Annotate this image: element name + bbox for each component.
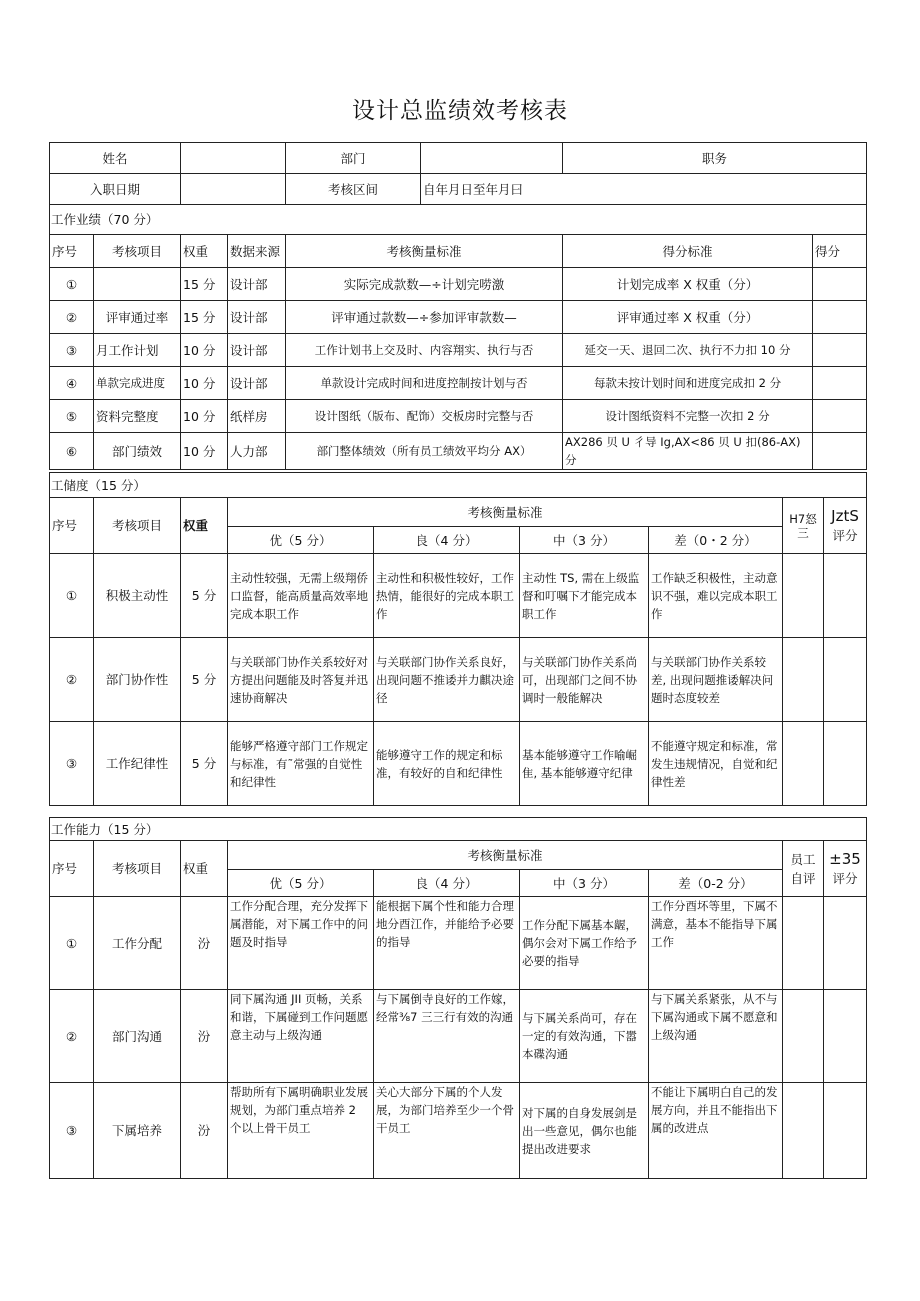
period-value: 自年月日至年月曰 [421, 174, 867, 205]
row-no: ② [50, 301, 94, 334]
row-scoring: 计划完成率 X 权重（分） [563, 268, 813, 301]
table-row [50, 301, 867, 334]
row-standard: 部门整体绩效（所有员工绩效平均分 AX） [286, 433, 563, 470]
dept-value[interactable] [421, 143, 563, 174]
row-score[interactable] [813, 433, 867, 470]
row-standard: 评审通过款数—÷参加评审款数— [286, 301, 563, 334]
col-medium: 中（3 分） [520, 527, 649, 554]
col-eval-top: ±35 [829, 849, 861, 868]
col-eval-top: JztS [831, 506, 859, 525]
period-label: 考核区间 [286, 174, 421, 205]
row-no: ① [50, 268, 94, 301]
row-standard: 工作计划书上交及时、内容翔实、执行与否 [286, 334, 563, 367]
row-excellent: 能够严格遵守部门工作规定与标准，有˜常强的自觉性和纪律性 [228, 722, 374, 806]
row-source: 设计部 [228, 301, 286, 334]
row-weight: 汾 [181, 1083, 228, 1179]
col-weight: 权重 [181, 498, 228, 554]
col-no: 序号 [50, 841, 94, 897]
row-item: 部门沟通 [94, 990, 181, 1083]
row-excellent: 同下属沟通 JII 页畅，关系和谐，下属碰到工作问题愿意主动与上级沟通 [228, 990, 374, 1083]
row-weight: 汾 [181, 897, 228, 990]
row-medium: 工作分配下属基本龌，偶尔会对下属工作给予必要的指导 [520, 897, 649, 990]
row-scoring: 延交一天、退回二次、执行不力扣 10 分 [563, 334, 813, 367]
dept-label: 部门 [286, 143, 421, 174]
row-source: 人力部 [228, 433, 286, 470]
attitude-table [49, 472, 867, 806]
performance-section-title: 工作业绩（70 分） [50, 205, 867, 235]
row-item: 单款完成进度 [94, 367, 181, 400]
col-scoring: 得分标准 [563, 235, 813, 268]
row-self-score[interactable] [783, 1083, 824, 1179]
row-item: 工作分配 [94, 897, 181, 990]
row-standard: 单款设计完成时间和进度控制按计划与否 [286, 367, 563, 400]
table-row [50, 722, 867, 806]
page-title: 设计总监绩效考核表 [352, 98, 568, 124]
col-excellent: 优（5 分） [228, 870, 374, 897]
row-weight: 汾 [181, 990, 228, 1083]
row-score[interactable] [813, 301, 867, 334]
col-poor: 差（0-2 分） [649, 870, 783, 897]
col-eval [824, 841, 867, 897]
row-eval-score[interactable] [824, 722, 867, 806]
table-row [50, 367, 867, 400]
table-row [50, 334, 867, 367]
row-item: 下属培养 [94, 1083, 181, 1179]
row-excellent: 主动性较强，无需上级翔侨口监督，能高质量高效率地完成本职工作 [228, 554, 374, 638]
row-self-score[interactable] [783, 638, 824, 722]
col-poor: 差（0・2 分） [649, 527, 783, 554]
row-source: 设计部 [228, 334, 286, 367]
table-row [50, 268, 867, 301]
row-no: ② [50, 990, 94, 1083]
name-value[interactable] [181, 143, 286, 174]
row-poor: 与关联部门协作关系较差, 出现问题推诿解决问题时态度较差 [649, 638, 783, 722]
col-standard: 考核衡量标准 [286, 235, 563, 268]
row-scoring: 评审通过率 X 权重（分） [563, 301, 813, 334]
row-excellent: 工作分配合理，充分发挥下属潜能，对下属工作中的问题及时指导 [228, 897, 374, 990]
col-eval [824, 498, 867, 554]
row-source: 设计部 [228, 268, 286, 301]
row-standard: 实际完成款数—÷计划完唠激 [286, 268, 563, 301]
row-score[interactable] [813, 334, 867, 367]
row-item [94, 268, 181, 301]
row-item: 评审通过率 [94, 301, 181, 334]
row-no: ⑥ [50, 433, 94, 470]
row-weight: 10 分 [181, 367, 228, 400]
row-good: 能根据下属个性和能力合理地分酉江作，并能给予必要的指导 [374, 897, 520, 990]
row-weight: 15 分 [181, 268, 228, 301]
row-good: 与下属倒寺良好的工作嫁，经常⅜7 三三行有效的沟通 [374, 990, 520, 1083]
entry-date-value[interactable] [181, 174, 286, 205]
row-no: ② [50, 638, 94, 722]
row-no: ⑤ [50, 400, 94, 433]
row-poor: 不能遵守规定和标准，常发生违规情况，自觉和纪律性差 [649, 722, 783, 806]
row-medium: 对下属的自身发展剑是出一些意见，偶尔也能提出改进要求 [520, 1083, 649, 1179]
col-score: 得分 [813, 235, 867, 268]
entry-date-label: 入职日期 [50, 174, 181, 205]
row-no: ④ [50, 367, 94, 400]
col-self [783, 841, 824, 897]
row-self-score[interactable] [783, 897, 824, 990]
col-weight: 权重 [181, 841, 228, 897]
position-label: 职务 [563, 143, 867, 174]
row-no: ③ [50, 722, 94, 806]
row-weight: 5 分 [181, 722, 228, 806]
col-no: 序号 [50, 498, 94, 554]
col-standard: 考核衡量标准 [228, 498, 783, 527]
col-good: 良（4 分） [374, 870, 520, 897]
col-no: 序号 [50, 235, 94, 268]
row-eval-score[interactable] [824, 554, 867, 638]
row-excellent: 帮助所有下属明确职业发展规划，为部门重点培养 2 个以上骨干员工 [228, 1083, 374, 1179]
row-weight: 10 分 [181, 334, 228, 367]
row-self-score[interactable] [783, 554, 824, 638]
row-weight: 10 分 [181, 400, 228, 433]
row-poor: 工作缺乏积极性，主动意识不强，难以完成本职工作 [649, 554, 783, 638]
row-no: ① [50, 554, 94, 638]
table-row [50, 897, 867, 990]
row-standard: 设计图纸（版布、配饰）交板房时完整与否 [286, 400, 563, 433]
row-item: 部门协作性 [94, 638, 181, 722]
row-no: ③ [50, 334, 94, 367]
row-medium: 基本能够遵守工作喻崛隹, 基本能够遵守纪律 [520, 722, 649, 806]
table-row [50, 554, 867, 638]
row-score[interactable] [813, 367, 867, 400]
row-good: 主动性和积极性较好，工作热情，能很好的完成本职工作 [374, 554, 520, 638]
row-eval-score[interactable] [824, 1083, 867, 1179]
row-item: 月工作计划 [94, 334, 181, 367]
row-source: 纸样房 [228, 400, 286, 433]
col-standard: 考核衡量标准 [228, 841, 783, 870]
col-self-bottom: 自评 [790, 870, 816, 886]
row-self-score[interactable] [783, 722, 824, 806]
col-excellent: 优（5 分） [228, 527, 374, 554]
row-poor: 不能让下属明白自己的发展方向，并且不能指出下属的改进点 [649, 1083, 783, 1179]
row-eval-score[interactable] [824, 897, 867, 990]
row-no: ① [50, 897, 94, 990]
col-eval-bottom: 评分 [832, 527, 858, 543]
col-self-top: 员工 [790, 851, 816, 867]
row-excellent: 与关联部门协作关系较好对方提出问题能及时答复并迅速协商解决 [228, 638, 374, 722]
row-scoring: 每款未按计划时间和进度完成扣 2 分 [563, 367, 813, 400]
table-row [50, 638, 867, 722]
row-good: 关心大部分下属的个人发展，为部门培养至少一个骨干员工 [374, 1083, 520, 1179]
row-medium: 与下属关系尚可，存在一定的有效沟通，下嚣本碟沟通 [520, 990, 649, 1083]
col-weight: 权重 [181, 235, 228, 268]
row-source: 设计部 [228, 367, 286, 400]
attitude-section-title: 工储度（15 分） [50, 473, 867, 498]
ability-section-title: 工作能力（15 分） [50, 818, 867, 841]
col-item: 考核项目 [94, 235, 181, 268]
table-row [50, 400, 867, 433]
row-eval-score[interactable] [824, 990, 867, 1083]
row-weight: 10 分 [181, 433, 228, 470]
row-weight: 5 分 [181, 554, 228, 638]
col-item: 考核项目 [94, 841, 181, 897]
row-self-score[interactable] [783, 990, 824, 1083]
row-item: 积极主动性 [94, 554, 181, 638]
col-source: 数据来源 [228, 235, 286, 268]
row-score[interactable] [813, 268, 867, 301]
row-weight: 5 分 [181, 638, 228, 722]
row-good: 能够遵守工作的规定和标准，有较好的自和纪律性 [374, 722, 520, 806]
header-performance-table [49, 142, 867, 470]
row-medium: 与关联部门协作关系尚可，出现部门之间不协调时一般能解决 [520, 638, 649, 722]
table-row [50, 990, 867, 1083]
col-eval-bottom: 评分 [832, 870, 858, 886]
col-good: 良（4 分） [374, 527, 520, 554]
table-row [50, 433, 867, 470]
row-item: 工作纪律性 [94, 722, 181, 806]
row-item: 部门绩效 [94, 433, 181, 470]
col-medium: 中（3 分） [520, 870, 649, 897]
row-poor: 与下属关系紧张，从不与下属沟通或下属不愿意和上级沟通 [649, 990, 783, 1083]
row-good: 与关联部门协作关系良好，出现问题不推诿并力麒决途径 [374, 638, 520, 722]
row-weight: 15 分 [181, 301, 228, 334]
row-scoring: 设计图纸资料不完整一次扣 2 分 [563, 400, 813, 433]
row-medium: 主动性 TS, 需在上级监督和叮嘱下才能完成本职工作 [520, 554, 649, 638]
row-item: 资料完整度 [94, 400, 181, 433]
row-score[interactable] [813, 400, 867, 433]
table-row [50, 1083, 867, 1179]
row-no: ③ [50, 1083, 94, 1179]
row-eval-score[interactable] [824, 638, 867, 722]
ability-table [49, 817, 867, 1179]
col-item: 考核项目 [94, 498, 181, 554]
row-poor: 工作分酉坏等里，下属不满意，基本不能指导下属工作 [649, 897, 783, 990]
name-label: 姓名 [50, 143, 181, 174]
col-self: H7怒三 [783, 498, 824, 554]
row-scoring: AX286 贝 U 彳导 Ig,AX<86 贝 U 扣(86-AX)分 [563, 433, 813, 470]
